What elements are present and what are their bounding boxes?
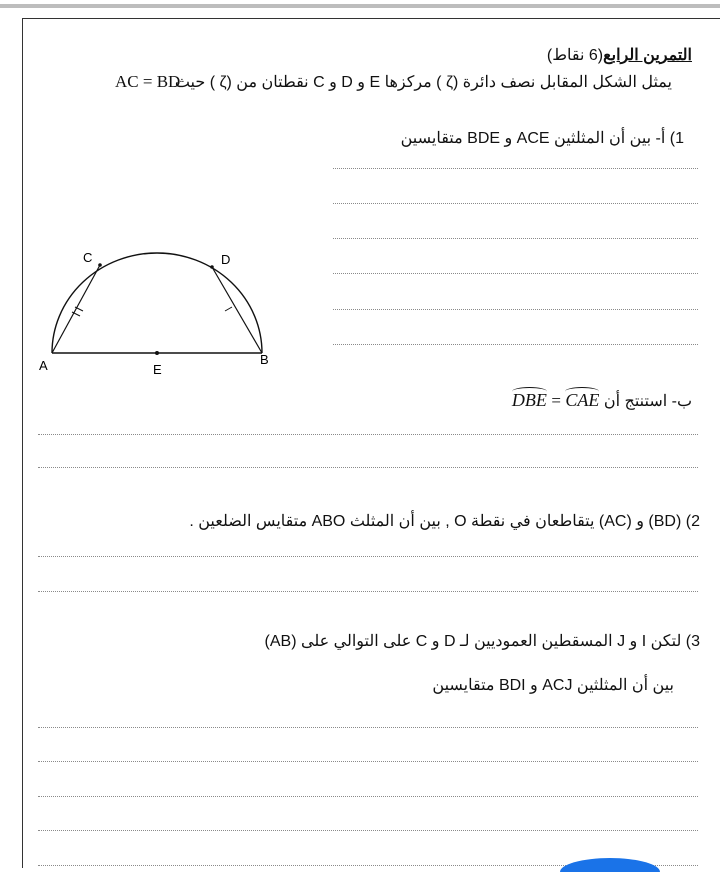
answer-line — [333, 344, 698, 345]
segment-AC — [52, 265, 100, 353]
label-E: E — [153, 362, 162, 377]
answer-line — [333, 273, 698, 274]
question-3: 3) لتكن I و J المسقطين العموديين لـ D و C على التوالي على (AB) — [264, 633, 700, 650]
top-bar — [0, 4, 720, 8]
exercise-points: (6 نقاط) — [546, 47, 604, 64]
angle-DBE: DBE — [511, 390, 547, 410]
segment-BD — [212, 267, 262, 353]
exercise-title: التمرين الرابع — [603, 47, 692, 64]
question-1b — [512, 390, 692, 411]
answer-line — [333, 309, 698, 310]
answer-line — [38, 830, 698, 831]
point-E — [155, 351, 159, 355]
intro-condition: AC = BD — [115, 72, 181, 91]
answer-line — [38, 434, 698, 435]
answer-line — [333, 168, 698, 169]
answer-line — [38, 796, 698, 797]
angle-CAE: CAE — [565, 390, 600, 410]
tick-mark-BD — [225, 307, 232, 311]
answer-line — [38, 591, 698, 592]
answer-line — [38, 556, 698, 557]
label-D: D — [221, 252, 231, 267]
equals-sign: = — [551, 391, 561, 410]
tick-marks-AC — [72, 307, 83, 316]
answer-line — [38, 727, 698, 728]
intro-text: يمثل الشكل المقابل نصف دائرة (ζ ) مركزها E و D و C نقطتان من (ζ ) حيث — [174, 74, 672, 91]
answer-line — [38, 761, 698, 762]
semicircle-figure — [30, 240, 290, 385]
answer-line — [38, 467, 698, 468]
label-C: C — [83, 250, 93, 265]
label-B: B — [260, 352, 269, 367]
answer-line — [333, 238, 698, 239]
exercise-intro — [175, 72, 672, 92]
semicircle-arc — [52, 253, 262, 353]
answer-line — [333, 203, 698, 204]
point-D — [210, 265, 214, 269]
exercise-heading — [547, 45, 692, 65]
question-2: 2) (BD) و (AC) يتقاطعان في نقطة O , بين أن المثلث ABO متقايس الضلعين . — [189, 513, 700, 530]
question-1a: 1) أ- بين أن المثلثين ACE و BDE متقايسين — [400, 130, 684, 147]
question-3b: بين أن المثلثين ACJ و BDI متقايسين — [432, 677, 674, 694]
label-A: A — [39, 358, 48, 373]
q1b-prefix: ب- استنتج أن — [603, 393, 692, 410]
point-C — [98, 263, 102, 267]
